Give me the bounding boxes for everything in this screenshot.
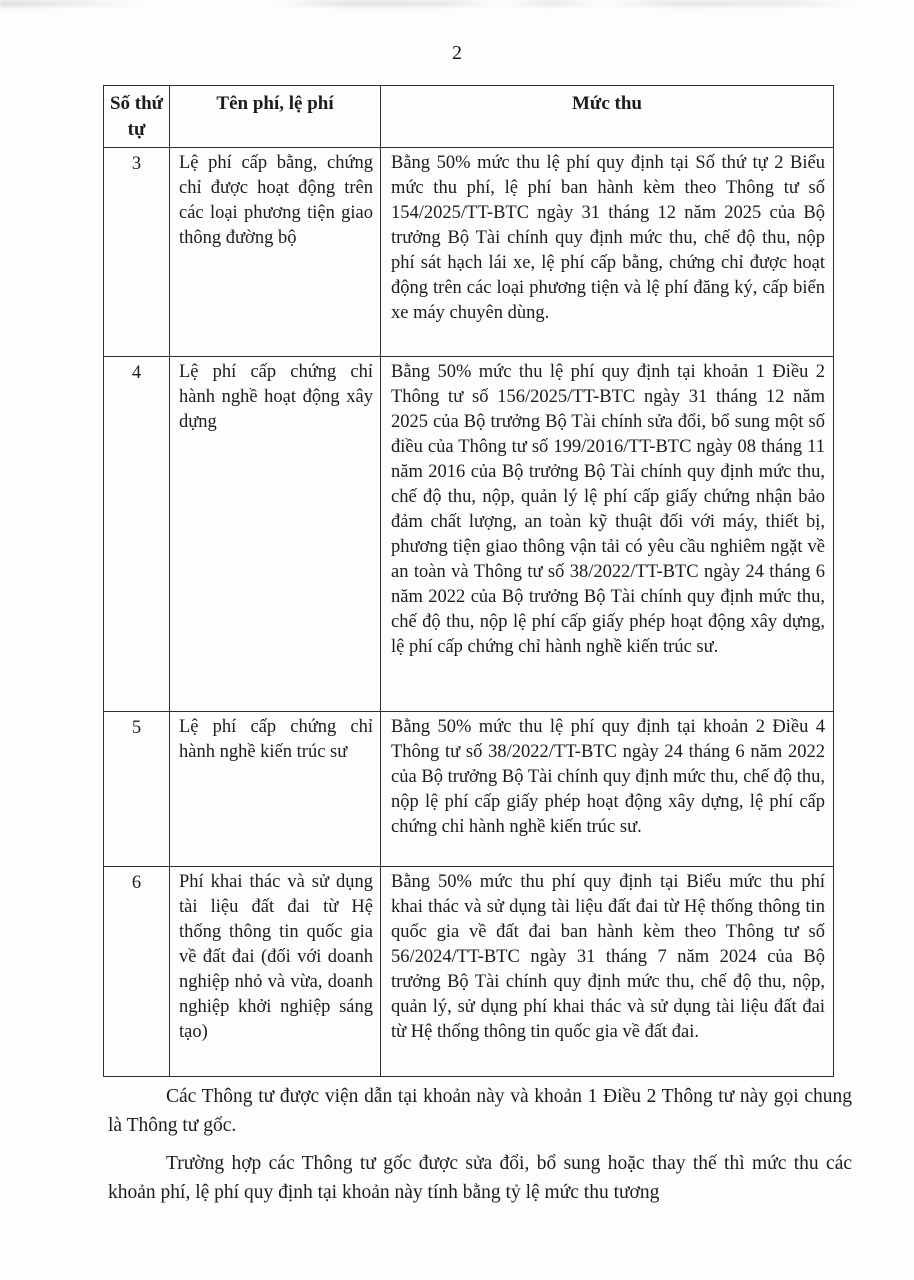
column-header-fee-rate: Mức thu — [381, 86, 834, 148]
fee-rate-cell: Bằng 50% mức thu phí quy định tại Biểu mức thu phí khai thác và sử dụng tài liệu đất đai từ Hệ thống thông tin quốc gia về đất đai ban hành kèm theo Thông tư số 56/2024/TT-BTC ngày 31 tháng 7 năm 2024 của Bộ trưởng Bộ Tài chính quy định mức thu, chế độ thu, nộp, quản lý, sử dụng phí khai thác và sử dụng tài liệu đất đai từ Hệ thống thông tin quốc gia về đất đai. — [381, 867, 834, 1077]
body-text — [108, 1082, 852, 1216]
paragraph-thong-tu-goc: Các Thông tư được viện dẫn tại khoản này và khoản 1 Điều 2 Thông tư này gọi chung là Thông tư gốc. — [108, 1086, 852, 1136]
table-row — [104, 867, 834, 1077]
table-header-row — [104, 86, 834, 148]
fee-name-cell: Lệ phí cấp bằng, chứng chỉ được hoạt động trên các loại phương tiện giao thông đường bộ — [170, 148, 381, 357]
fee-table — [103, 85, 834, 1077]
table-row — [104, 357, 834, 712]
fee-rate-cell: Bằng 50% mức thu lệ phí quy định tại Số thứ tự 2 Biểu mức thu phí, lệ phí ban hành kèm theo Thông tư số 154/2025/TT-BTC ngày 31 tháng 12 năm 2025 của Bộ trưởng Bộ Tài chính quy định mức thu, chế độ thu, nộp phí sát hạch lái xe, lệ phí cấp bằng, chứng chỉ được hoạt động trên các loại phương tiện và lệ phí đăng ký, cấp biển xe máy chuyên dùng. — [381, 148, 834, 357]
row-ordinal: 6 — [104, 867, 170, 1077]
row-ordinal: 5 — [104, 712, 170, 867]
table-row — [104, 148, 834, 357]
fee-name-cell: Lệ phí cấp chứng chỉ hành nghề hoạt động xây dựng — [170, 357, 381, 712]
table-row — [104, 712, 834, 867]
fee-name-cell: Phí khai thác và sử dụng tài liệu đất đai từ Hệ thống thông tin quốc gia về đất đai (đối với doanh nghiệp nhỏ và vừa, doanh nghiệp khởi nghiệp sáng tạo) — [170, 867, 381, 1077]
row-ordinal: 3 — [104, 148, 170, 357]
paragraph-truong-hop: Trường hợp các Thông tư gốc được sửa đổi, bổ sung hoặc thay thế thì mức thu các khoản phí, lệ phí quy định tại khoản này tính bằng tỷ lệ mức thu tương — [108, 1153, 852, 1203]
fee-name-cell: Lệ phí cấp chứng chỉ hành nghề kiến trúc sư — [170, 712, 381, 867]
column-header-fee-name: Tên phí, lệ phí — [170, 86, 381, 148]
fee-rate-cell: Bằng 50% mức thu lệ phí quy định tại khoản 2 Điều 4 Thông tư số 38/2022/TT-BTC ngày 24 tháng 6 năm 2022 của Bộ trưởng Bộ Tài chính quy định mức thu, chế độ thu, nộp lệ phí cấp giấy phép hoạt động xây dựng, lệ phí cấp chứng chỉ hành nghề kiến trúc sư. — [381, 712, 834, 867]
fee-rate-cell: Bằng 50% mức thu lệ phí quy định tại khoản 1 Điều 2 Thông tư số 156/2025/TT-BTC ngày 31 tháng 12 năm 2025 của Bộ trưởng Bộ Tài chính sửa đổi, bổ sung một số điều của Thông tư số 199/2016/TT-BTC ngày 08 tháng 11 năm 2016 của Bộ trưởng Bộ Tài chính quy định mức thu, chế độ thu, nộp, quản lý lệ phí cấp giấy chứng nhận bảo đảm chất lượng, an toàn kỹ thuật đối với máy, thiết bị, phương tiện giao thông vận tải có yêu cầu nghiêm ngặt về an toàn và Thông tư số 38/2022/TT-BTC ngày 24 tháng 6 năm 2022 của Bộ trưởng Bộ Tài chính quy định mức thu, chế độ thu, nộp lệ phí cấp giấy phép hoạt động xây dựng, lệ phí cấp chứng chỉ hành nghề kiến trúc sư. — [381, 357, 834, 712]
column-header-ordinal: Số thứ tự — [104, 86, 170, 148]
page-number: 2 — [452, 42, 462, 64]
scan-artifact — [0, 0, 914, 7]
row-ordinal: 4 — [104, 357, 170, 712]
